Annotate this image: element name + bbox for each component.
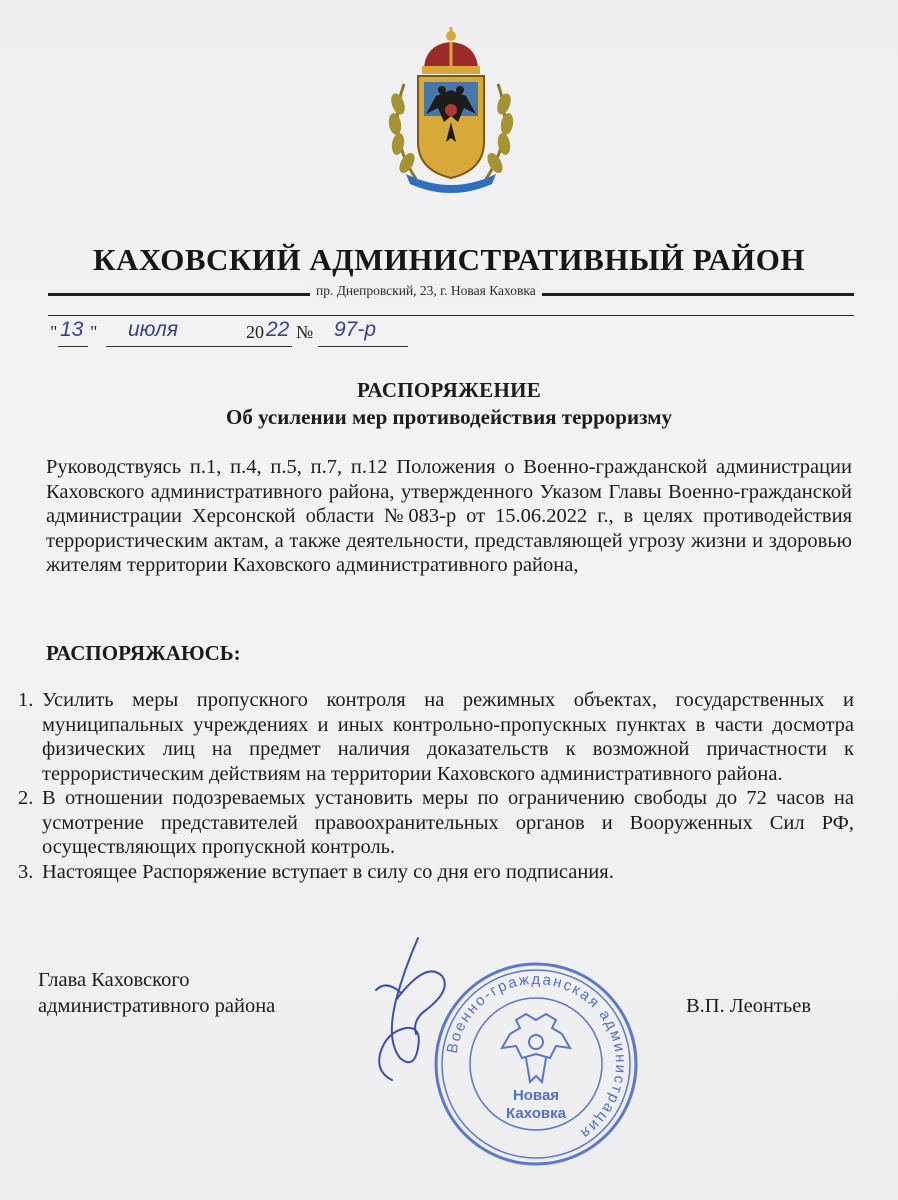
item-text: Настоящее Распоряжение вступает в силу со дня его подписания. bbox=[42, 860, 614, 883]
date-open-quote: " bbox=[50, 322, 58, 342]
date-number-line bbox=[50, 318, 410, 348]
stamp-center-line1: Новая bbox=[512, 1087, 560, 1104]
signer-title bbox=[38, 967, 275, 1019]
date-day: 13 bbox=[60, 318, 84, 341]
signer-title-line2: административного района bbox=[38, 995, 276, 1017]
document-subject: Об усилении мер противодействия терроризму bbox=[225, 405, 673, 429]
signer-title-line1: Глава Каховского bbox=[38, 969, 190, 991]
coat-of-arms-emblem bbox=[376, 24, 526, 196]
address-line: пр. Днепровский, 23, г. Новая Каховка bbox=[310, 283, 542, 299]
item-number: 2. bbox=[18, 787, 34, 809]
official-stamp bbox=[430, 958, 642, 1170]
number-underline bbox=[318, 346, 408, 347]
directive-heading: РАСПОРЯЖАЮСЬ: bbox=[46, 641, 241, 665]
list-item bbox=[18, 860, 854, 885]
item-text: Усилить меры пропускного контроля на режимных объектах, государственных и муниципальных учреждениях и иных контрольно-пропускных пунктах в части досмотра физических лиц на предмет наличия доказательств к возможной причастности к террористическим действиям на территории Каховского административного района. bbox=[42, 689, 854, 785]
signer-name: В.П. Леонтьев bbox=[686, 995, 812, 1017]
date-year-prefix: 20 bbox=[246, 322, 264, 342]
number-sign: № bbox=[296, 322, 314, 342]
item-text: В отношении подозреваемых установить меры по ограничению свободы до 72 часов на усмотрение представителей правоохранительных органов и Вооруженных Сил РФ, осуществляющих пропускной контроль. bbox=[42, 787, 854, 858]
district-title: КАХОВСКИЙ АДМИНИСТРАТИВНЫЙ РАЙОН bbox=[93, 242, 805, 277]
header-rule-thin bbox=[48, 315, 854, 316]
list-item bbox=[18, 786, 854, 860]
stamp-eagle-icon bbox=[502, 1014, 570, 1082]
date-year-suffix: 22 bbox=[266, 318, 290, 341]
directive-items-list bbox=[18, 688, 854, 884]
date-close-quote: " bbox=[90, 322, 98, 342]
stamp-center-line2: Каховка bbox=[506, 1105, 566, 1122]
document-number: 97-р bbox=[334, 318, 377, 341]
date-year-underline bbox=[264, 346, 292, 347]
date-month-underline bbox=[106, 346, 284, 347]
list-item bbox=[18, 688, 854, 786]
document-type: РАСПОРЯЖЕНИЕ bbox=[356, 378, 542, 402]
stamp-ring-text: Военно-гражданская администрация bbox=[443, 970, 630, 1143]
preamble-paragraph: Руководствуясь п.1, п.4, п.5, п.7, п.12 Положения о Военно-гражданской администрации Каховского административного района, утвержденного Указом Главы Военно-гражданской администрации Херсонской области №083-р от 15.06.2022 г., в целях противодействия террористическим актам, а также деятельности, представляющей угрозу жизни и здоровью жителям территории Каховского административного района, bbox=[46, 456, 852, 576]
item-number: 3. bbox=[18, 860, 34, 883]
item-number: 1. bbox=[18, 689, 34, 711]
date-month: июля bbox=[128, 318, 179, 341]
date-day-underline bbox=[58, 346, 88, 347]
